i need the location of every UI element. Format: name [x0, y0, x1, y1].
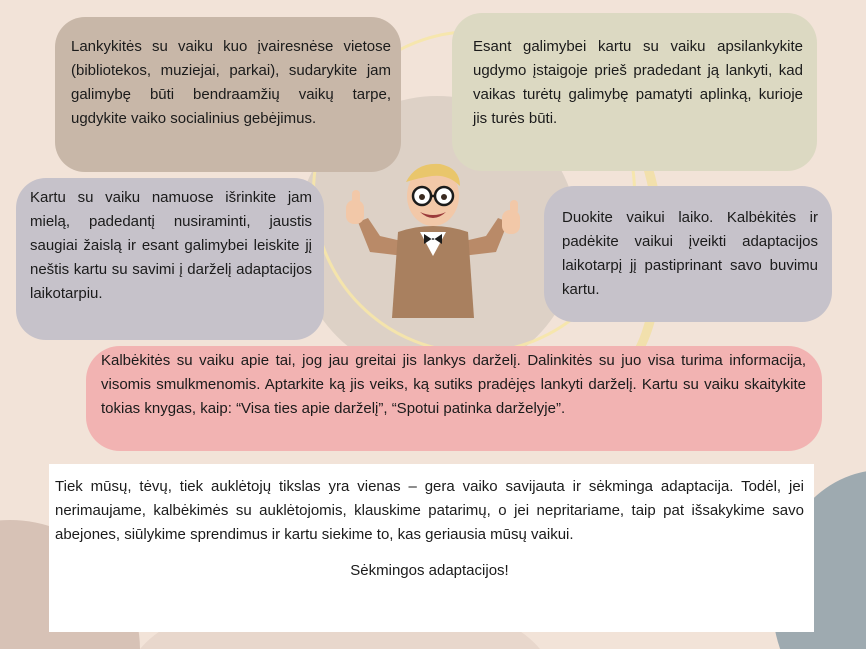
summary-text: Tiek mūsų, tėvų, tiek auklėtojų tikslas yra vienas – gera vaiko savijauta ir sėkminga adaptacija. Todėl, jei nerimaujame, kalbėkimės su auklėtojomis, klauskime patarimų, o jei nepritariame, taip pat išsakykime savo abejones, siūlykime sprendimus ir kartu siekime to, kas geriausia mūsų vaikui.: [55, 478, 804, 543]
closing-text: Sėkmingos adaptacijos!: [350, 562, 509, 579]
tip-bubble-top-right: [452, 13, 817, 171]
kid-thumbs-up-icon: [340, 160, 526, 318]
tip-bubble-top-left: [55, 17, 401, 172]
tip-text: Esant galimybei kartu su vaiku apsilankykite ugdymo įstaigoje prieš pradedant ją lankyti, kad vaikas turėtų galimybę pamatyti aplinką, kurioje jis turės būti.: [473, 38, 803, 127]
tip-bubble-mid-left: [16, 178, 324, 340]
tip-text: Kartu su vaiku namuose išrinkite jam mielą, padedantį nusiraminti, jaustis saugiai žaislą ir esant galimybei leiskite jį neštis kartu su savimi į darželį adaptacijos laikotarpiu.: [30, 189, 312, 302]
tip-text: Duokite vaikui laiko. Kalbėkitės ir padėkite vaikui įveikti adaptacijos laikotarpį jį pastiprinant savo buvimu kartu.: [562, 209, 818, 298]
summary-panel: [49, 464, 814, 632]
tip-text: Lankykitės su vaiku kuo įvairesnėse vietose (bibliotekos, muziejai, parkai), sudarykite jam galimybę būti bendraamžių vaikų tarpe, ugdykite vaiko socialinius gebėjimus.: [71, 38, 391, 127]
tip-bubble-mid-right: [544, 186, 832, 322]
tip-bubble-wide: [86, 346, 822, 451]
tip-text: Kalbėkitės su vaiku apie tai, jog jau greitai jis lankys darželį. Dalinkitės su juo visa turima informacija, visomis smulkmenomis. Aptarkite ką jis veiks, ką sutiks pradėjęs lankyti darželį. Kartu su vaiku skaitykite tokias knygas, kaip: “Visa ties apie darželį”, “Spotui patinka darželyje”.: [101, 352, 806, 417]
